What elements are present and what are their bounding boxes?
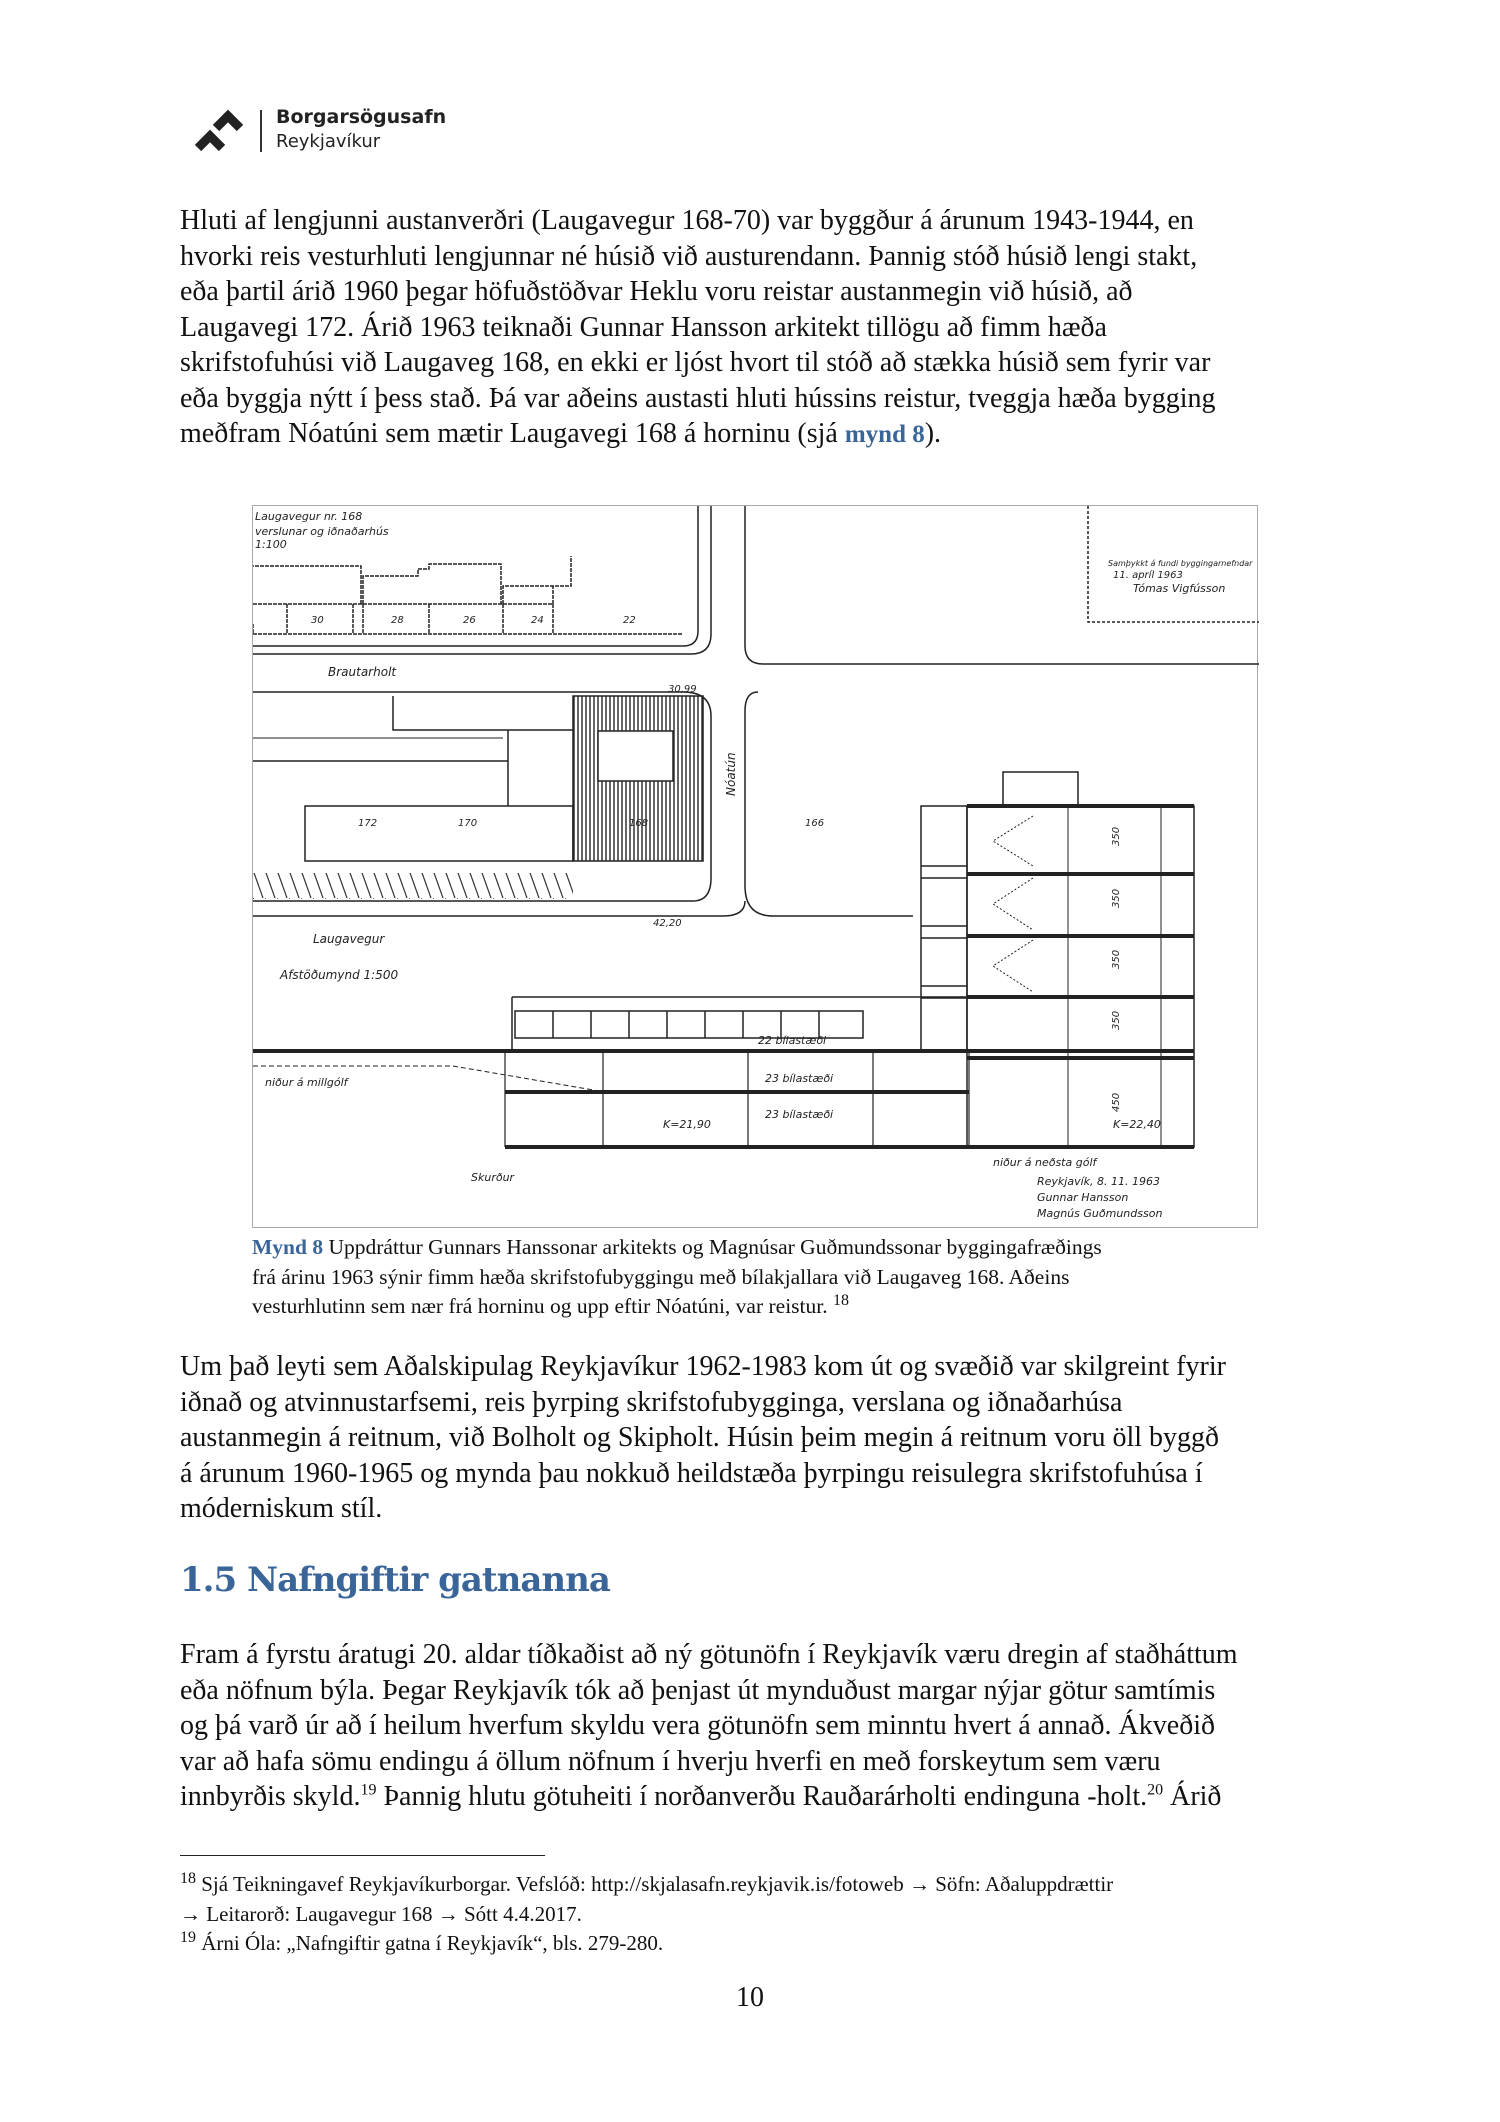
annotation-label: niður á neðsta gólf: [993, 1156, 1097, 1169]
caption-line: [252, 1233, 1102, 1263]
drawing-title: Afstöðumynd 1:500: [280, 968, 399, 982]
architectural-drawing: [252, 505, 1258, 1228]
text-line: hvorki reis vesturhluti lengjunnar né húsið við austurendann. Þannig stóð húsið lengi stakt,: [180, 240, 1198, 272]
text-line: [180, 416, 941, 453]
drawing-label: 1:100: [255, 538, 287, 551]
drawing-label: verslunar og iðnaðarhús: [255, 525, 389, 538]
text-line: eða nöfnum býla. Þegar Reykjavík tók að þenjast út mynduðust margar nýjar götur samtímis: [180, 1674, 1216, 1706]
text-span: Þannig hlutu götuheiti í norðanverðu Rauðarárholti endinguna -holt.: [376, 1781, 1148, 1812]
text-span: Árið: [1163, 1781, 1222, 1812]
street-label: Brautarholt: [328, 665, 397, 679]
caption-label: Mynd 8: [252, 1235, 324, 1259]
elevation-label: 42,20: [653, 918, 682, 929]
text-line: var að hafa sömu endingu á öllum nöfnum í hverju hverfi en með forskeytum sem væru: [180, 1745, 1161, 1777]
parking-label: 23 bílastæði: [765, 1072, 834, 1085]
signature-line: Gunnar Hansson: [1037, 1191, 1129, 1204]
text-span: innbyrðis skyld.: [180, 1781, 361, 1812]
text-line: á árunum 1960-1965 og mynda þau nokkuð heildstæða þyrpingu reisulegra skrifstofuhúsa í: [180, 1457, 1203, 1489]
footnote-separator: [180, 1855, 545, 1856]
lot-label: 170: [458, 818, 478, 829]
footnote-text: Árni Óla: „Nafngiftir gatna í Reykjavík“, bls. 279-280.: [196, 1931, 664, 1955]
dimension-label: 350: [1111, 826, 1122, 846]
text-line: austanmegin á reitnum, við Bolholt og Skipholt. Húsin þeim megin á reitnum voru öll byggð: [180, 1422, 1220, 1453]
lot-label: 24: [531, 615, 544, 626]
logo-title: Borgarsögusafn: [276, 106, 447, 128]
annotation-label: niður á millgólf: [265, 1076, 348, 1089]
lot-label: 26: [463, 615, 476, 626]
figure-link[interactable]: mynd 8: [844, 421, 925, 448]
logo-subtitle: Reykjavíkur: [276, 131, 381, 152]
caption-line: [252, 1292, 849, 1322]
dimension-label: 350: [1111, 888, 1122, 908]
text-line: Fram á fyrstu áratugi 20. aldar tíðkaðist að ný götunöfn í Reykjavík væru dregin af staðháttum: [180, 1639, 1238, 1670]
text-line: eða þartil árið 1960 þegar höfuðstöðvar Heklu voru reistar austanmegin við húsið, að: [180, 276, 1133, 307]
text-span: ).: [924, 418, 942, 449]
stamp-text: Samþykkt á fundi byggingarnefndar: [1108, 559, 1253, 568]
footnote-text: Sjá Teikningavef Reykjavíkurborgar. Vefslóð: http://skjalasafn.reykjavik.is/fotoweb → Söfn: Aðaluppdrættir: [196, 1872, 1114, 1896]
text-span: Uppdráttur Gunnars Hanssonar arkitekts og Magnúsar Guðmundssonar byggingafræðings: [323, 1235, 1102, 1259]
footnote-number: 19: [180, 1929, 196, 1946]
text-line: skrifstofuhúsi við Laugaveg 168, en ekki er ljóst hvort til stóð að stækka húsið sem fyrir var: [180, 347, 1211, 378]
text-line: Um það leyti sem Aðalskipulag Reykjavíkur 1962-1983 kom út og svæðið var skilgreint fyrir: [180, 1351, 1226, 1382]
text-line: [180, 1779, 1221, 1815]
footnote: [180, 1929, 663, 1958]
text-line: iðnað og atvinnustarfsemi, reis þyrping skrifstofubygginga, verslana og iðnaðarhúsa: [180, 1386, 1123, 1418]
street-label: Nóatún: [724, 752, 738, 796]
parking-label: 23 bílastæði: [765, 1108, 834, 1121]
stamp-text: 11. apríl 1963: [1113, 570, 1183, 581]
lot-label: 168: [629, 818, 649, 829]
lot-label: 166: [805, 818, 825, 829]
lot-label: 172: [358, 818, 378, 829]
caption-line: frá árinu 1963 sýnir fimm hæða skrifstofubyggingu með bílakjallara við Laugaveg 168. Aðeins: [252, 1264, 1070, 1289]
signature-line: Reykjavík, 8. 11. 1963: [1037, 1175, 1160, 1188]
text-span: vesturhlutinn sem nær frá horninu og upp eftir Nóatúni, var reistur.: [252, 1294, 833, 1318]
text-line: eða byggja nýtt í þess stað. Þá var aðeins austasti hluti hússins reistur, tveggja hæða bygging: [180, 382, 1216, 414]
stamp-signature: Tómas Vigfússon: [1133, 582, 1226, 595]
text-span: meðfram Nóatúni sem mætir Laugavegi 168 á horninu (sjá: [180, 418, 845, 449]
footnote: [180, 1870, 1113, 1899]
elevation-label: K=22,40: [1113, 1118, 1161, 1131]
section-heading: 1.5 Nafngiftir gatnanna: [180, 1560, 610, 1600]
elevation-label: 30,99: [668, 684, 697, 695]
footnote-ref[interactable]: 18: [832, 1291, 849, 1309]
text-line: og þá varð úr að í heilum hverfum skyldu vera götunöfn sem minntu hvert á annað. Ákveðið: [180, 1710, 1215, 1741]
lot-label: 28: [391, 615, 404, 626]
drawing-label: Laugavegur nr. 168: [255, 510, 363, 523]
signature-line: Magnús Guðmundsson: [1037, 1207, 1163, 1220]
section-label: Skurður: [471, 1171, 515, 1184]
lot-label: 30: [311, 615, 324, 626]
lot-label: 22: [623, 615, 636, 626]
parking-label: 22 bílastæði: [758, 1034, 827, 1047]
text-line: móderniskum stíl.: [180, 1493, 383, 1524]
text-line: Laugavegi 172. Árið 1963 teiknaði Gunnar Hansson arkitekt tillögu að fimm hæða: [180, 311, 1107, 343]
text-line: Hluti af lengjunni austanverðri (Laugavegur 168-70) var byggður á árunum 1943-1944, en: [180, 205, 1194, 236]
page-number: 10: [736, 1982, 764, 2013]
street-label: Laugavegur: [313, 932, 385, 946]
footnote-ref[interactable]: 20: [1147, 1781, 1164, 1799]
footnote-number: 18: [180, 1870, 196, 1887]
dimension-label: 450: [1111, 1092, 1122, 1112]
footnote-continuation: → Leitarorð: Laugavegur 168 → Sótt 4.4.2017.: [180, 1902, 582, 1926]
elevation-label: K=21,90: [663, 1118, 711, 1131]
logo-divider: [260, 110, 262, 152]
footnote-ref[interactable]: 19: [360, 1781, 377, 1799]
dimension-label: 350: [1111, 949, 1122, 969]
dimension-label: 350: [1111, 1010, 1122, 1030]
logo-chevrons-icon: [192, 108, 248, 154]
